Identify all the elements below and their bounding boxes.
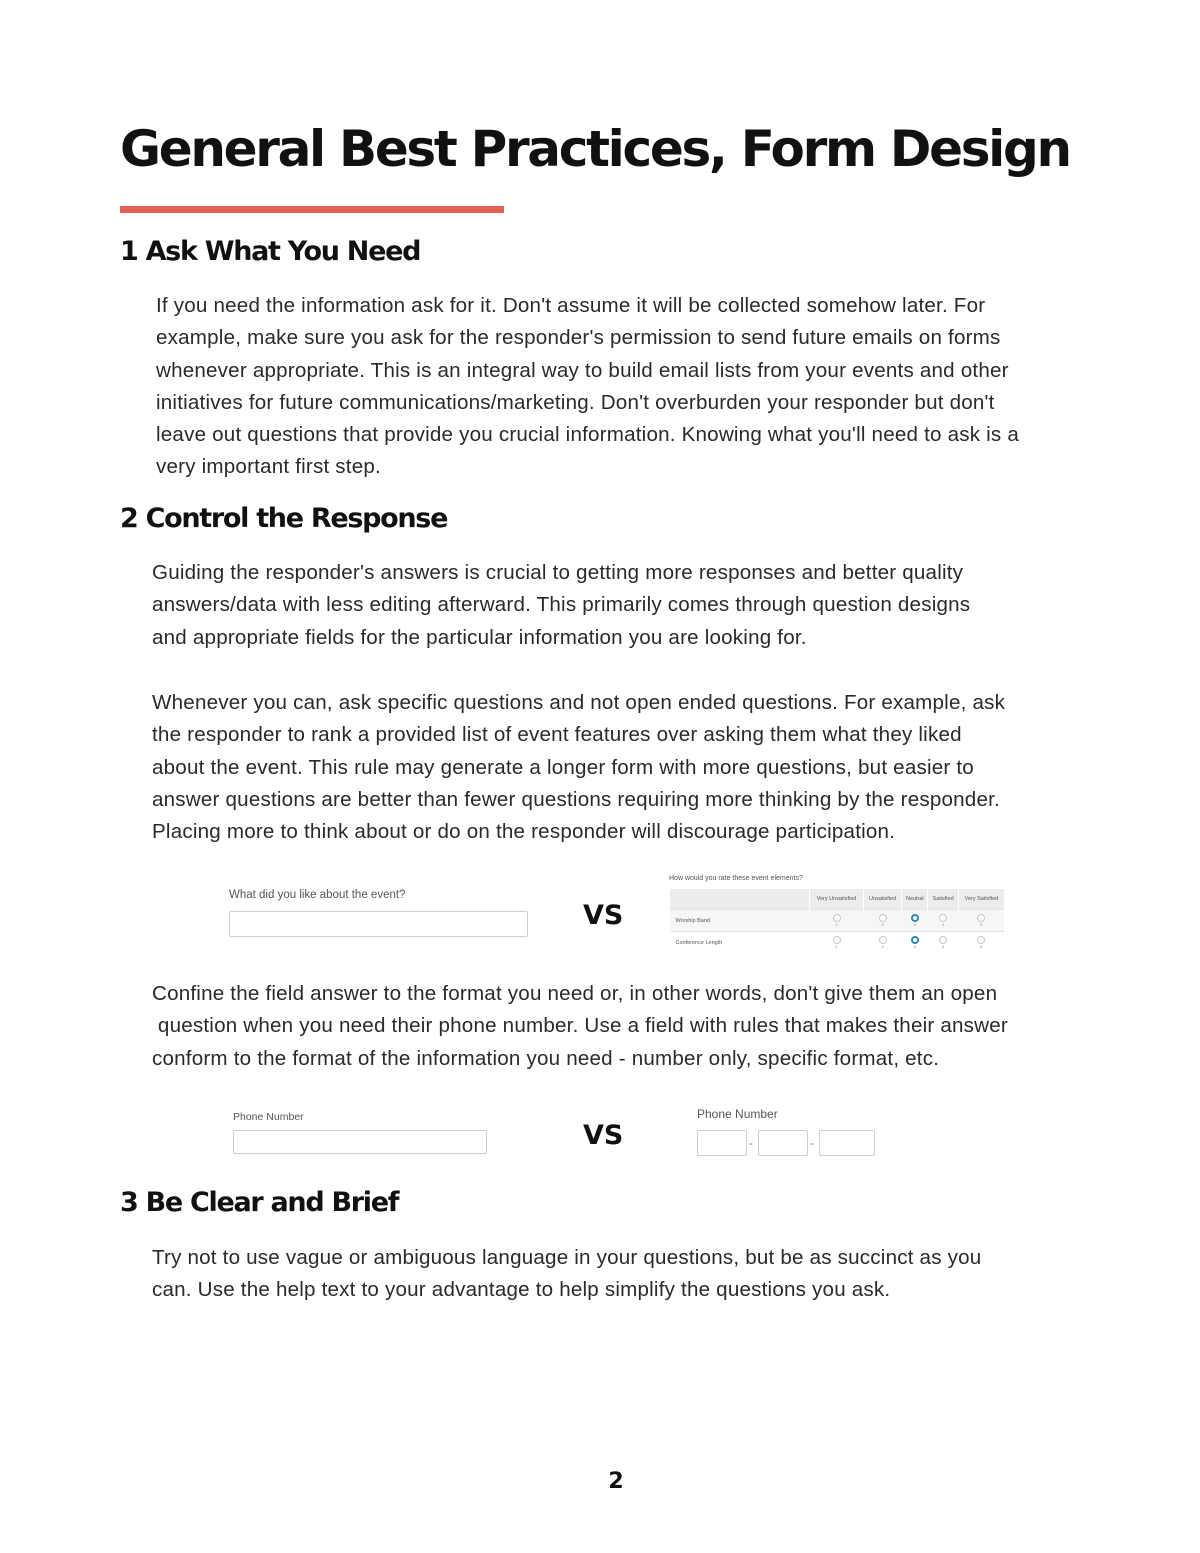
rating-question-label: How would you rate these event elements?	[669, 875, 803, 882]
scale-number: 2	[881, 922, 884, 927]
phone-separator: -	[810, 1136, 814, 1150]
rating-column-header: Neutral	[902, 889, 928, 910]
text-line: question when you need their phone number. Use a field with rules that makes their answer	[152, 1014, 1008, 1038]
text-line: answers/data with less editing afterward. This primarily comes through question designs	[152, 593, 971, 617]
scale-number: 5	[980, 944, 983, 949]
rating-column-header: Very Unsatisfied	[810, 889, 864, 910]
open-question-label: What did you like about the event?	[229, 889, 406, 901]
scale-number: 3	[913, 944, 916, 949]
section-2-paragraph-3	[152, 978, 1008, 1075]
radio-button-selected[interactable]	[911, 936, 919, 944]
text-line: the responder to rank a provided list of event features over asking them what they liked	[152, 723, 962, 747]
text-line: whenever appropriate. This is an integral way to build email lists from your events and other	[156, 358, 1009, 382]
scale-number: 1	[835, 922, 838, 927]
phone-area-code-input[interactable]	[697, 1130, 747, 1156]
text-line: example, make sure you ask for the responder's permission to send future emails on forms	[156, 326, 1001, 350]
rating-row	[670, 932, 1005, 954]
text-line: Guiding the responder's answers is crucial to getting more responses and better quality	[152, 561, 964, 584]
radio-button[interactable]	[833, 914, 841, 922]
rating-row	[670, 910, 1005, 932]
section-3-paragraph	[152, 1242, 981, 1307]
rating-grid	[669, 889, 1004, 953]
scale-number: 3	[913, 922, 916, 927]
phone-prefix-input[interactable]	[758, 1130, 808, 1156]
title-underline	[120, 206, 504, 213]
phone-line-number-input[interactable]	[819, 1130, 875, 1156]
section-heading-be-clear-and-brief: 3 Be Clear and Brief	[120, 1187, 399, 1218]
phone-number-open-input[interactable]	[233, 1130, 487, 1154]
phone-separator: -	[749, 1136, 753, 1150]
text-line: and appropriate fields for the particular information you are looking for.	[152, 625, 807, 649]
scale-number: 4	[941, 944, 945, 949]
scale-number: 2	[881, 944, 884, 949]
rating-row-label: Conference Length	[670, 932, 810, 954]
text-line: Whenever you can, ask specific questions and not open ended questions. For example, ask	[152, 691, 1006, 714]
radio-button[interactable]	[977, 936, 985, 944]
radio-button[interactable]	[879, 936, 887, 944]
section-heading-ask-what-you-need: 1 Ask What You Need	[120, 236, 421, 267]
scale-number: 5	[980, 922, 983, 927]
rating-row-label: Worship Band	[670, 910, 810, 932]
text-line: If you need the information ask for it. Don't assume it will be collected somehow later. For	[156, 294, 986, 317]
radio-button[interactable]	[977, 914, 985, 922]
text-line: can. Use the help text to your advantage to help simplify the questions you ask.	[152, 1278, 891, 1302]
scale-number: 1	[835, 944, 838, 949]
radio-button[interactable]	[879, 914, 887, 922]
rating-column-header: Unsatisfied	[864, 889, 902, 910]
phone-number-label-structured: Phone Number	[697, 1107, 778, 1121]
text-line: initiatives for future communications/marketing. Don't overburden your responder but don't	[156, 390, 995, 414]
text-line: leave out questions that provide you crucial information. Knowing what you'll need to ask is a	[156, 423, 1019, 447]
page-number: 2	[608, 1469, 624, 1494]
scale-number: 4	[941, 922, 945, 927]
text-line: Try not to use vague or ambiguous language in your questions, but be as succinct as you	[152, 1246, 982, 1269]
text-line: Placing more to think about or do on the responder will discourage participation.	[152, 820, 896, 844]
text-line: answer questions are better than fewer questions requiring more thinking by the responder.	[152, 787, 1000, 811]
radio-button-selected[interactable]	[911, 914, 919, 922]
rating-corner-header	[670, 889, 810, 910]
open-question-input[interactable]	[229, 911, 528, 937]
section-2-paragraph-2	[152, 687, 1005, 848]
page-title: General Best Practices, Form Design	[120, 120, 1070, 178]
radio-button[interactable]	[939, 936, 947, 944]
vs-label: VS	[583, 900, 624, 931]
rating-column-header: Very Satisfied	[958, 889, 1004, 910]
section-1-paragraph	[156, 290, 1019, 484]
radio-button[interactable]	[939, 914, 947, 922]
rating-column-header: Satisfied	[928, 889, 958, 910]
section-2-paragraph-1	[152, 557, 970, 654]
radio-button[interactable]	[833, 936, 841, 944]
text-line: Confine the field answer to the format you need or, in other words, don't give them an open	[152, 982, 998, 1005]
section-heading-control-the-response: 2 Control the Response	[120, 503, 448, 534]
text-line: about the event. This rule may generate a longer form with more questions, but easier to	[152, 755, 974, 779]
text-line: very important first step.	[156, 455, 381, 479]
vs-label: VS	[583, 1120, 624, 1151]
text-line: conform to the format of the information you need - number only, specific format, etc.	[152, 1046, 940, 1070]
phone-number-label-open: Phone Number	[233, 1111, 304, 1123]
